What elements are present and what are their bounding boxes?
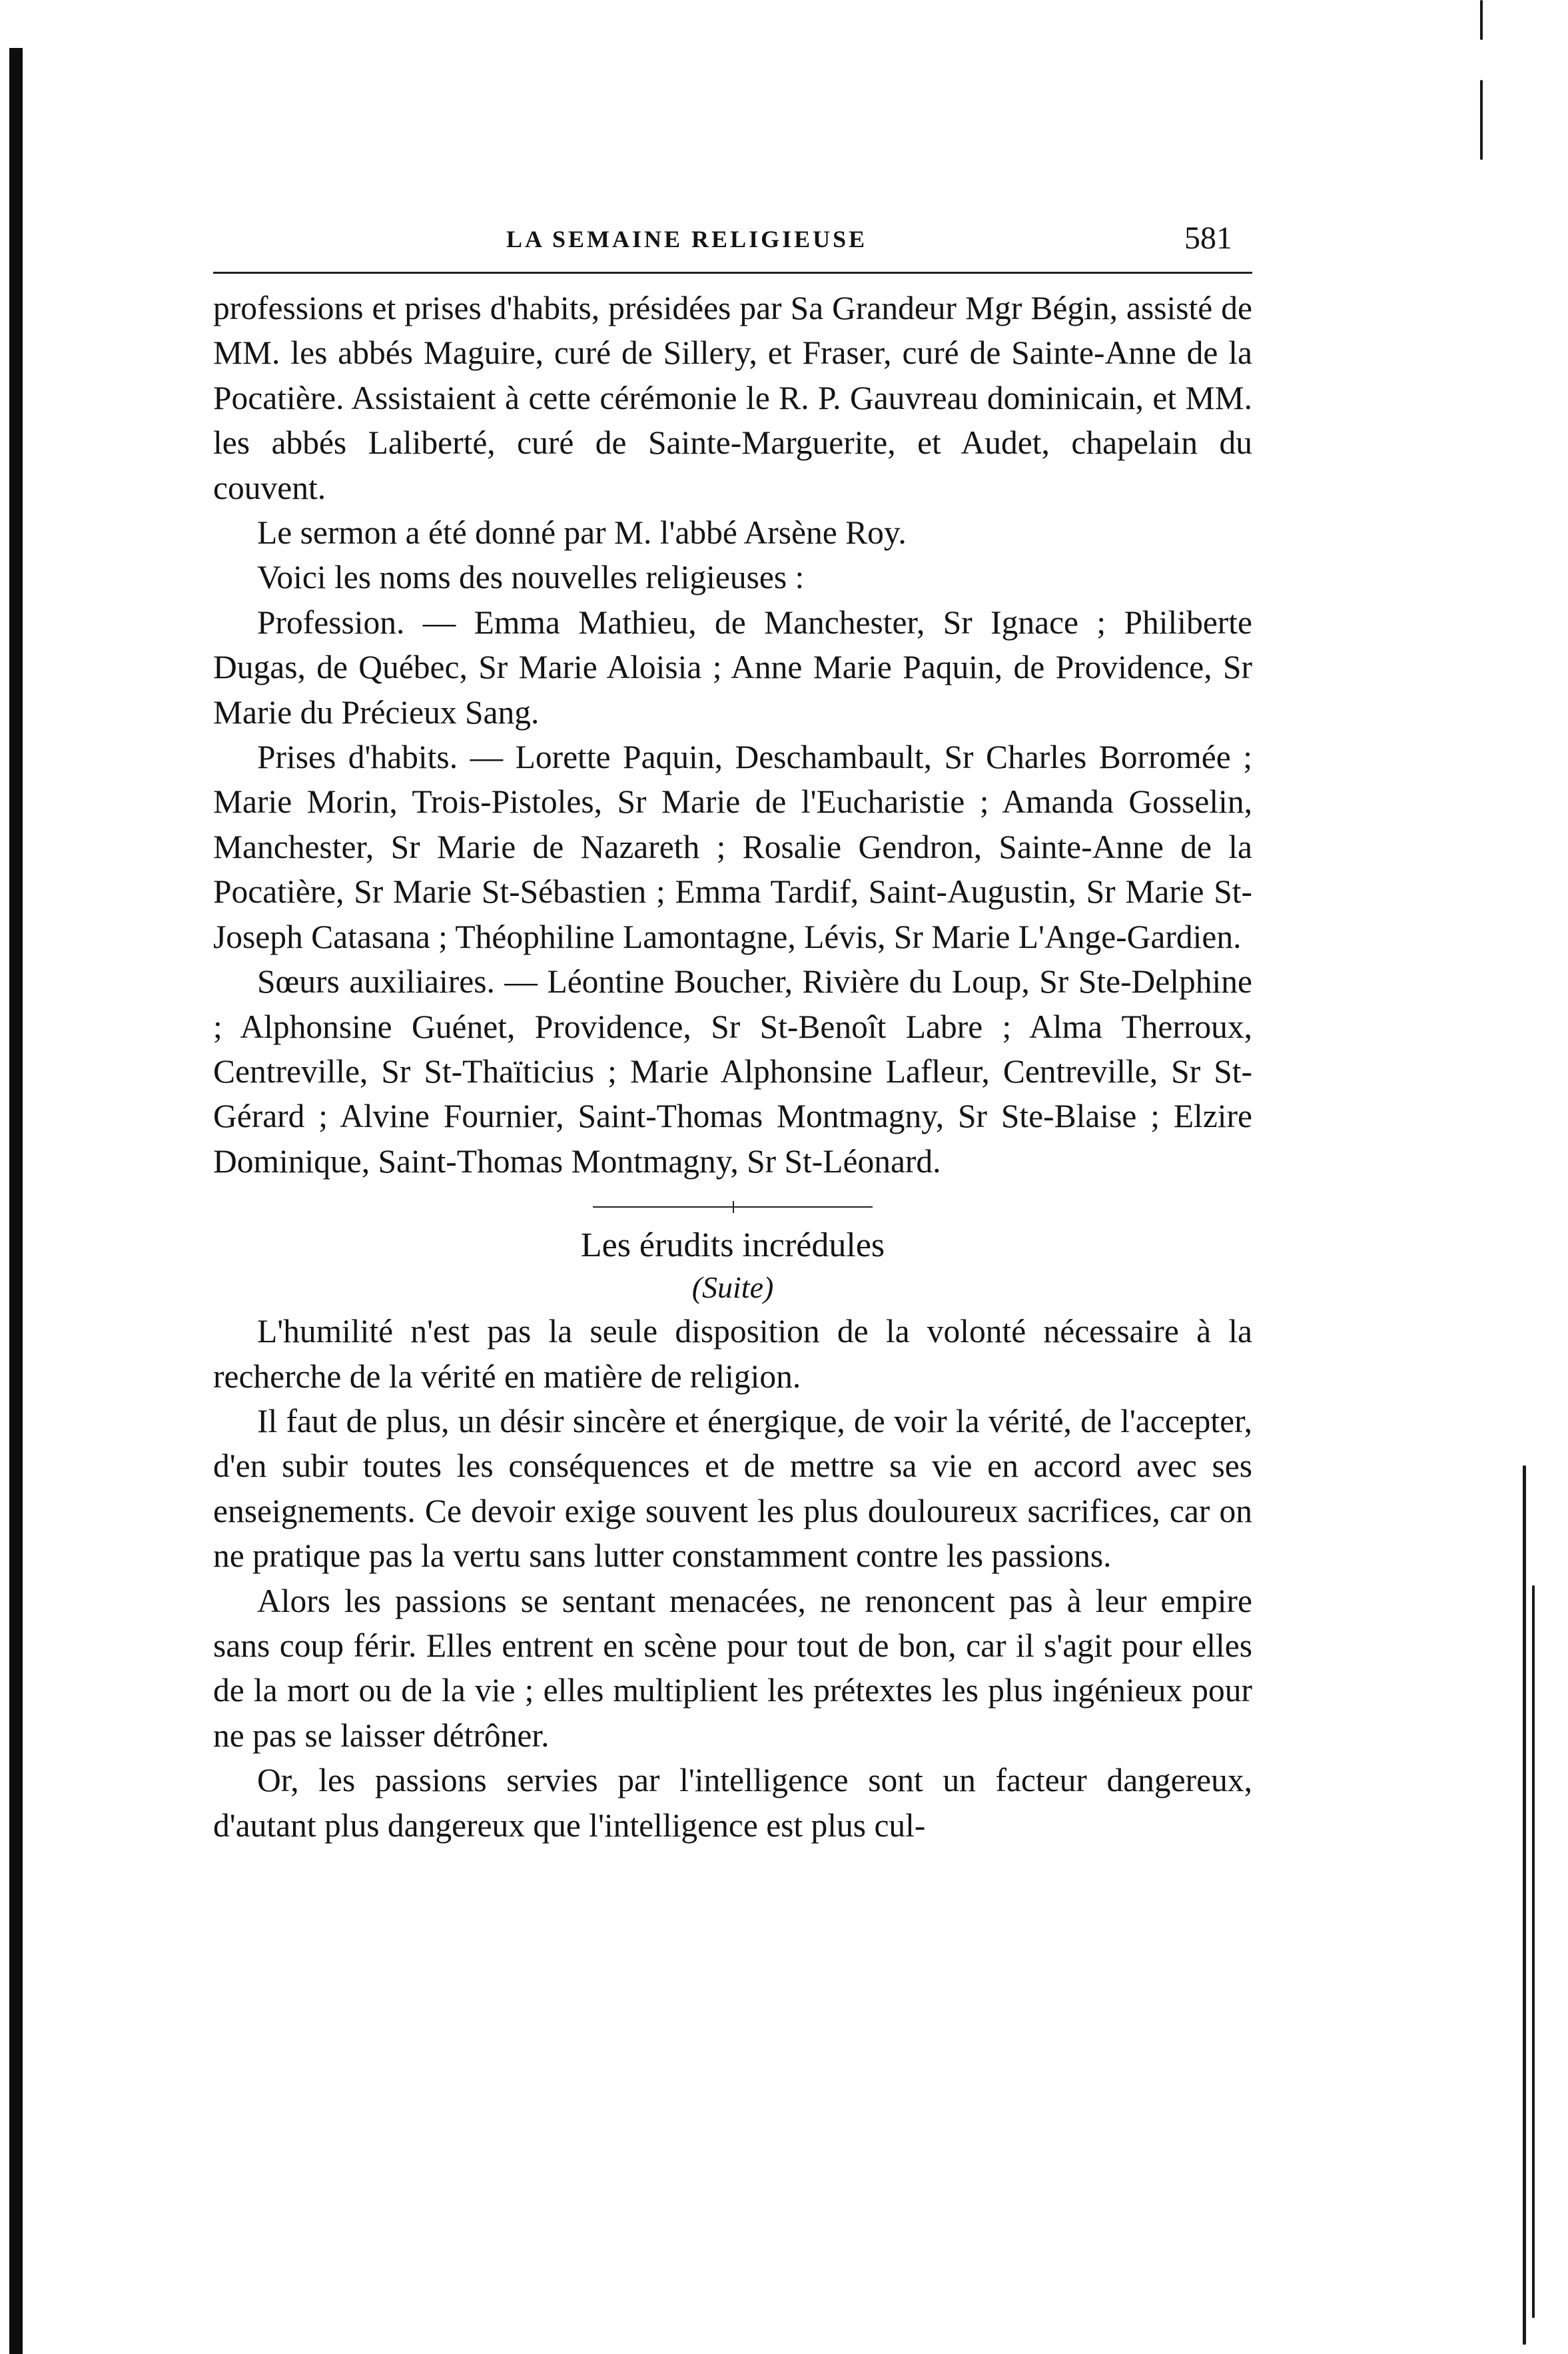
running-title: LA SEMAINE RELIGIEUSE (506, 226, 868, 252)
page-binding-edge (9, 48, 23, 2354)
paragraph: L'humilité n'est pas la seule disposition de la volonté nécessaire à la recherche de la vérité en matière de religion. (213, 1313, 1252, 1395)
paragraph: Le sermon a été donné par M. l'abbé Arsène Roy. (257, 514, 907, 552)
section-subtitle: (Suite) (691, 1270, 774, 1305)
paragraph: Alors les passions se sentant menacées, ne renoncent pas à leur empire sans coup férir. Elles entrent en scène pour tout de bon, car il s'agit pour elles de la mort ou de la vie ; elles multiplient les prétextes les plus ingénieux pour ne pas se laisser détrôner. (213, 1582, 1252, 1754)
running-header (213, 220, 1252, 266)
scan-mark (1480, 80, 1483, 160)
paragraph: Sœurs auxiliaires. — Léontine Boucher, Rivière du Loup, Sr Ste-Delphine ; Alphonsine Guénet, Providence, Sr St-Benoît Labre ; Alma Therroux, Centreville, Sr St-Thaïticius ; Marie Alphonsine Lafleur, Centreville, Sr St-Gérard ; Alvine Fournier, Saint-Thomas Montmagny, Sr Ste-Blaise ; Elzire Dominique, Saint-Thomas Montmagny, Sr St-Léonard. (213, 963, 1252, 1180)
paragraph: Voici les noms des nouvelles religieuses : (257, 559, 805, 596)
scan-mark (1532, 1585, 1535, 2318)
article-body-part-1 (213, 286, 1252, 1184)
article-body-part-2 (213, 1309, 1252, 1848)
page-content (213, 220, 1252, 1848)
paragraph: Prises d'habits. — Lorette Paquin, Deschambault, Sr Charles Borromée ; Marie Morin, Trois-Pistoles, Sr Marie de l'Eucharistie ; Amanda Gosselin, Manchester, Sr Marie de Nazareth ; Rosalie Gendron, Sainte-Anne de la Pocatière, Sr Marie St-Sébastien ; Emma Tardif, Saint-Augustin, Sr Marie St-Joseph Catasana ; Théophiline Lamontagne, Lévis, Sr Marie L'Ange-Gardien. (213, 739, 1252, 955)
paragraph: Profession. — Emma Mathieu, de Manchester, Sr Ignace ; Philiberte Dugas, de Québec, Sr Marie Aloisia ; Anne Marie Paquin, de Providence, Sr Marie du Précieux Sang. (213, 603, 1252, 731)
paragraph: Il faut de plus, un désir sincère et énergique, de voir la vérité, de l'accepter, d'en subir toutes les conséquences et de mettre sa vie en accord avec ses enseignements. Ce devoir exige souvent les plus douloureux sacrifices, car on ne pratique pas la vertu sans lutter constamment contre les passions. (213, 1402, 1252, 1575)
paragraph: Or, les passions servies par l'intelligence sont un facteur dangereux, d'autant plus dangereux que l'intelligence est plus cul- (213, 1762, 1252, 1844)
page-number: 581 (1184, 220, 1232, 256)
section-divider (593, 1197, 873, 1217)
scan-mark (1523, 1465, 1526, 2345)
section-title: Les érudits incrédules (580, 1226, 885, 1265)
scan-mark (1480, 0, 1483, 40)
paragraph: professions et prises d'habits, présidées par Sa Grandeur Mgr Bégin, assisté de MM. les abbés Maguire, curé de Sillery, et Fraser, curé de Sainte-Anne de la Pocatière. Assistaient à cette cérémonie le R. P. Gauvreau dominicain, et MM. les abbés Laliberté, curé de Sainte-Marguerite, et Audet, chapelain du couvent. (213, 290, 1252, 506)
header-rule (213, 272, 1252, 274)
